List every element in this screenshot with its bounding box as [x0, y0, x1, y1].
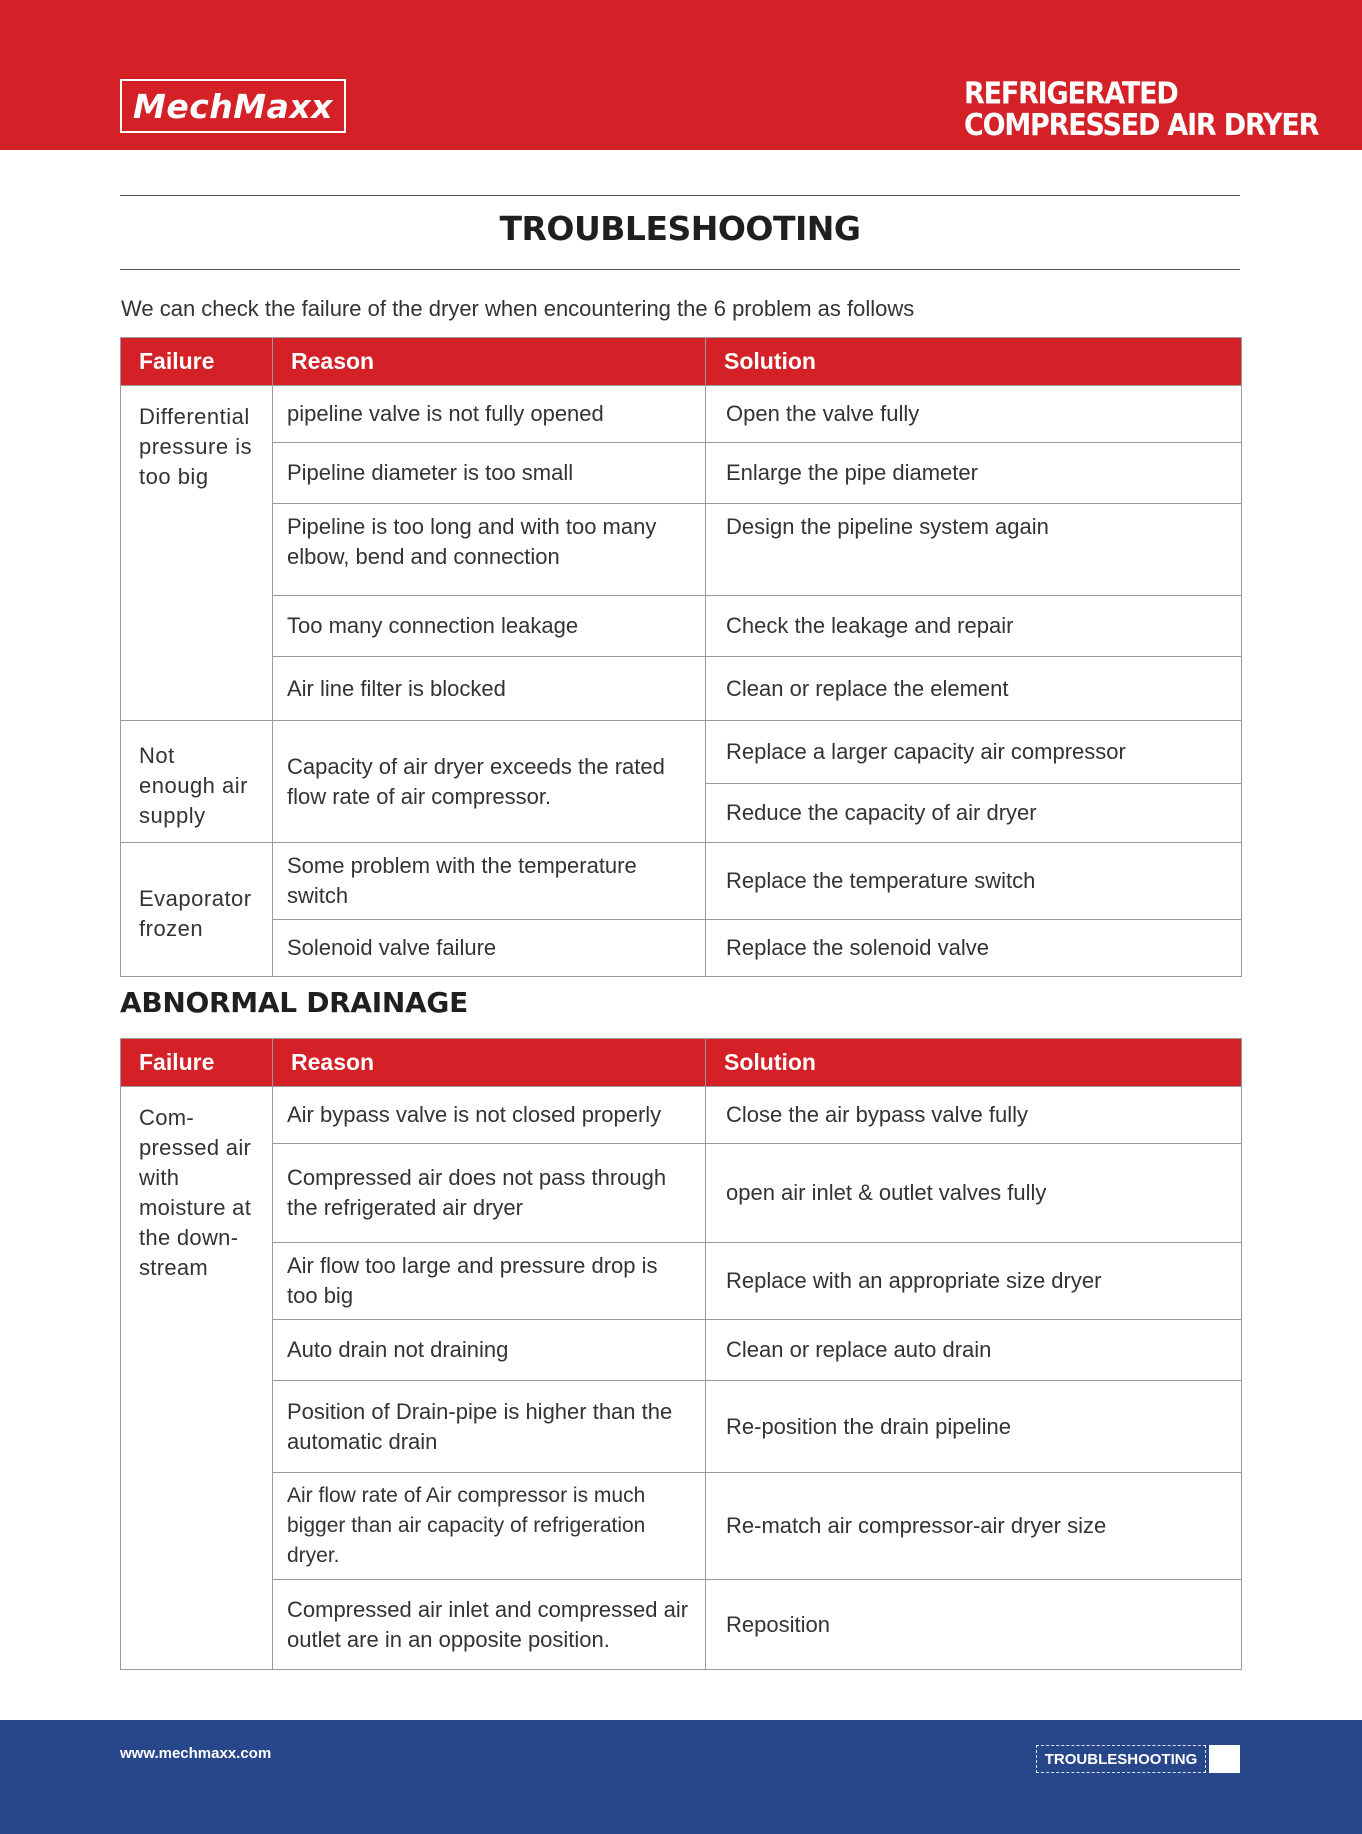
failure-cell: Differential pressure is too big — [121, 386, 273, 721]
document-title — [964, 76, 1319, 143]
solution-cell: Enlarge the pipe diameter — [706, 443, 1242, 504]
reason-cell: Pipeline is too long and with too many elbow, bend and connection — [273, 504, 706, 596]
divider-top — [120, 195, 1240, 196]
solution-cell: Reduce the capacity of air dryer — [706, 784, 1242, 843]
document-title-line2: COMPRESSED AIR DRYER — [964, 108, 1319, 143]
reason-cell: Auto drain not draining — [273, 1320, 706, 1381]
table-row — [121, 721, 1242, 784]
page-title: TROUBLESHOOTING — [499, 209, 861, 248]
reason-cell: Some problem with the temperature switch — [273, 843, 706, 920]
column-header-failure: Failure — [121, 1039, 273, 1087]
failure-cell: Not enough air supply — [121, 721, 273, 843]
table-row — [121, 1381, 1242, 1473]
reason-cell: Air flow too large and pressure drop is too big — [273, 1243, 706, 1320]
reason-cell: Position of Drain-pipe is higher than the automatic drain — [273, 1381, 706, 1473]
page-footer — [0, 1720, 1362, 1834]
solution-cell: Replace with an appropriate size dryer — [706, 1243, 1242, 1320]
solution-cell: Reposition — [706, 1580, 1242, 1670]
reason-cell: Air flow rate of Air compressor is much bigger than air capacity of refrigeration dryer. — [273, 1473, 706, 1580]
footer-website: www.mechmaxx.com — [120, 1745, 272, 1762]
reason-cell: Too many connection leakage — [273, 596, 706, 657]
column-header-failure: Failure — [121, 338, 273, 386]
table-header-row — [121, 1039, 1242, 1087]
footer-section-label: TROUBLESHOOTING — [1036, 1745, 1206, 1773]
reason-cell: Air line filter is blocked — [273, 657, 706, 721]
column-header-solution: Solution — [706, 338, 1242, 386]
column-header-reason: Reason — [273, 338, 706, 386]
reason-cell: Solenoid valve failure — [273, 920, 706, 977]
column-header-reason: Reason — [273, 1039, 706, 1087]
solution-cell: open air inlet & outlet valves fully — [706, 1144, 1242, 1243]
troubleshooting-table — [120, 337, 1242, 977]
footer-page-box — [1209, 1745, 1240, 1773]
solution-cell: Re-position the drain pipeline — [706, 1381, 1242, 1473]
solution-cell: Close the air bypass valve fully — [706, 1087, 1242, 1144]
document-title-line1: REFRIGERATED — [964, 76, 1178, 112]
solution-cell: Check the leakage and repair — [706, 596, 1242, 657]
table-row — [121, 504, 1242, 596]
column-header-solution: Solution — [706, 1039, 1242, 1087]
reason-cell: Air bypass valve is not closed properly — [273, 1087, 706, 1144]
solution-cell: Re-match air compressor-air dryer size — [706, 1473, 1242, 1580]
table-row — [121, 1243, 1242, 1320]
section-title-abnormal-drainage: ABNORMAL DRAINAGE — [120, 986, 468, 1019]
failure-cell: Com-pressed air with moisture at the down-stream — [121, 1087, 273, 1670]
solution-cell: Open the valve fully — [706, 386, 1242, 443]
table-row — [121, 1580, 1242, 1670]
table-row — [121, 1473, 1242, 1580]
reason-cell: Pipeline diameter is too small — [273, 443, 706, 504]
abnormal-drainage-table — [120, 1038, 1242, 1670]
table-row — [121, 1320, 1242, 1381]
solution-cell: Clean or replace auto drain — [706, 1320, 1242, 1381]
table-row — [121, 596, 1242, 657]
brand-logo: MechMaxx — [120, 79, 346, 133]
reason-cell: Capacity of air dryer exceeds the rated flow rate of air compressor. — [273, 721, 706, 843]
table-row — [121, 386, 1242, 443]
solution-cell: Replace the temperature switch — [706, 843, 1242, 920]
solution-cell: Replace a larger capacity air compressor — [706, 721, 1242, 784]
intro-text: We can check the failure of the dryer when encountering the 6 problem as follows — [121, 296, 915, 321]
table-header-row — [121, 338, 1242, 386]
reason-cell: pipeline valve is not fully opened — [273, 386, 706, 443]
table-row — [121, 657, 1242, 721]
reason-cell: Compressed air inlet and compressed air outlet are in an opposite position. — [273, 1580, 706, 1670]
table-row — [121, 443, 1242, 504]
failure-cell: Evaporator frozen — [121, 843, 273, 977]
table-row — [121, 1144, 1242, 1243]
table-row — [121, 1087, 1242, 1144]
divider-bottom — [120, 269, 1240, 270]
reason-cell: Compressed air does not pass through the refrigerated air dryer — [273, 1144, 706, 1243]
solution-cell: Clean or replace the element — [706, 657, 1242, 721]
table-row — [121, 920, 1242, 977]
solution-cell: Design the pipeline system again — [706, 504, 1242, 596]
solution-cell: Replace the solenoid valve — [706, 920, 1242, 977]
table-row — [121, 843, 1242, 920]
